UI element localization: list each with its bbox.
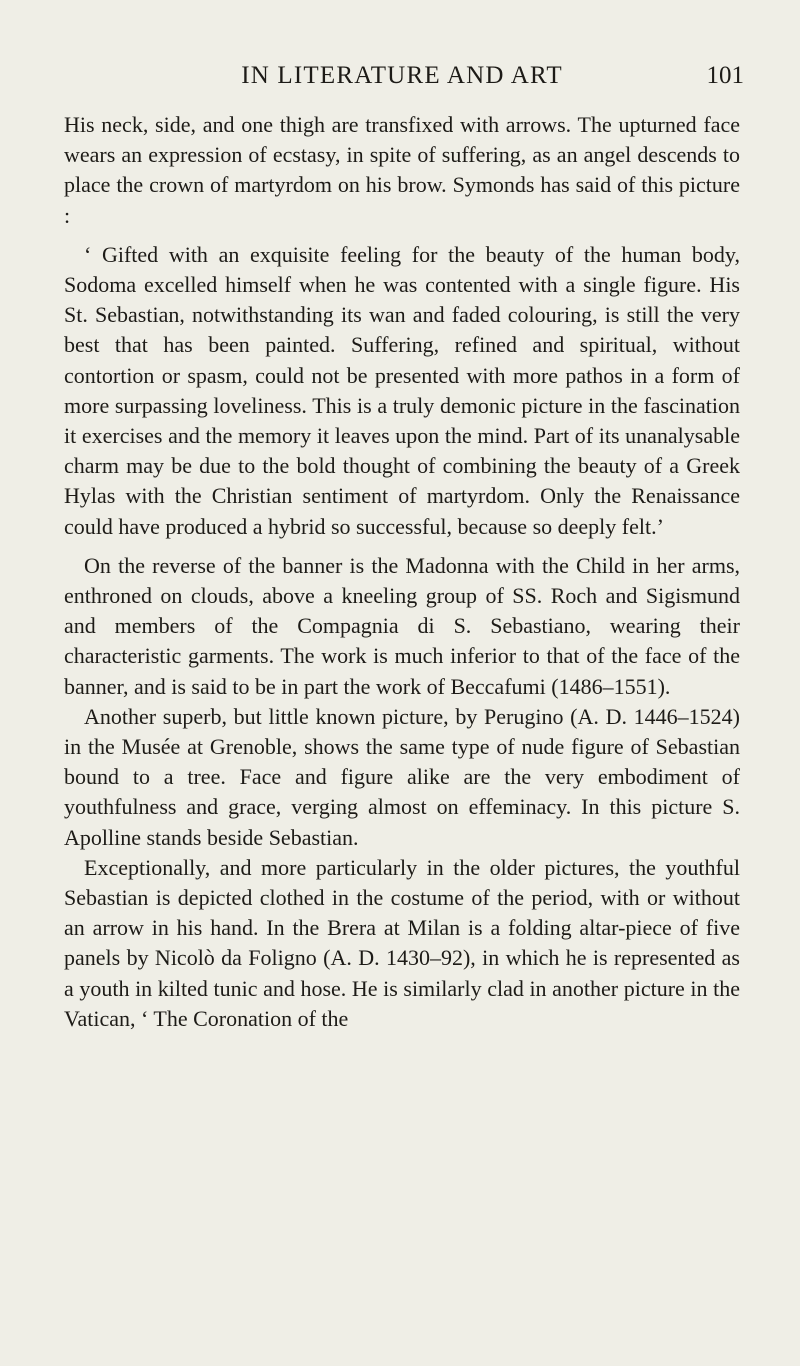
running-head	[64, 60, 744, 100]
paragraph-3: On the reverse of the banner is the Madonna with the Child in her arms, enthroned on clouds, above a kneeling group of SS. Roch and Sigismund and members of the Compagnia di S. Sebastiano, wearing their characteristic garments. The work is much inferior to that of the face of the banner, and is said to be in part the work of Beccafumi (1486–1551).	[64, 552, 740, 699]
paragraph-1: His neck, side, and one thigh are transfixed with arrows. The upturned face wears an expression of ecstasy, in spite of suffering, as an angel descends to place the crown of martyrdom on his brow. Symonds has said of this picture :	[64, 112, 740, 228]
paragraph-4: Another superb, but little known picture, by Perugino (A. D. 1446–1524) in the Musée at Grenoble, shows the same type of nude figure of Sebastian bound to a tree. Face and figure alike are the very embodiment of youthfulness and grace, verging almost on effeminacy. In this picture S. Apolline stands beside Sebastian.	[64, 703, 740, 850]
paragraph-2-quotation: ‘ Gifted with an exquisite feeling for the beauty of the human body, Sodoma excelled himself when he was contented with a single figure. His St. Sebastian, notwithstanding its wan and faded colouring, is still the very best that has been painted. Suffering, refined and spiritual, without contortion or spasm, could not be presented with more pathos in a form of more surpassing loveliness. This is a truly demonic picture in the fascination it exercises and the memory it leaves upon the mind. Part of its unanalysable charm may be due to the bold thought of combining the beauty of a Greek Hylas with the Christian sentiment of martyrdom. Only the Renaissance could have produced a hybrid so successful, because so deeply felt.’	[64, 241, 740, 539]
running-title: IN LITERATURE AND ART	[241, 62, 563, 89]
page-number: 101	[706, 62, 744, 89]
body-text	[64, 110, 740, 1034]
paragraph-5: Exceptionally, and more particularly in the older pictures, the youthful Sebastian is depicted clothed in the costume of the period, with or without an arrow in his hand. In the Brera at Milan is a folding altar-piece of five panels by Nicolò da Foligno (A. D. 1430–92), in which he is represented as a youth in kilted tunic and hose. He is similarly clad in another picture in the Vatican, ‘ The Coronation of the	[64, 854, 740, 1031]
